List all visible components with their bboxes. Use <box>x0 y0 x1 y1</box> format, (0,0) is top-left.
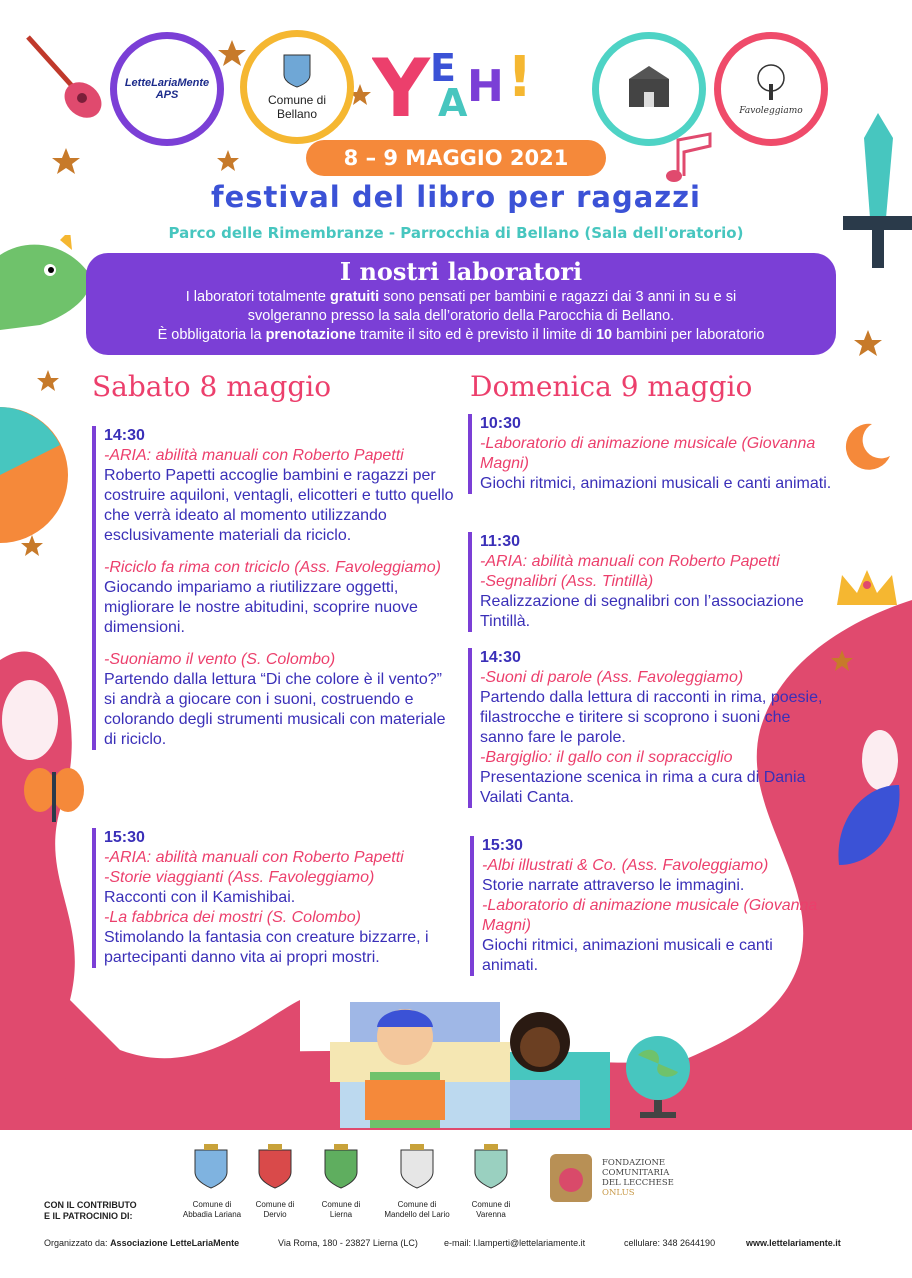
time-label: 15:30 <box>104 829 145 846</box>
activity-description: Realizzazione di segnalibri con l’associazione Tintillà. <box>480 593 804 630</box>
activity-description: Roberto Papetti accoglie bambini e ragazzi per costruire aquiloni, ventagli, elicotteri e tutto quello che verrà ideato al momento utilizzando esclusivamente materiali da riciclo. <box>104 467 454 544</box>
yeah-brand-logo <box>372 26 542 141</box>
fondazione-logo-icon <box>548 1152 594 1204</box>
event-date-badge: 8 – 9 MAGGIO 2021 <box>306 140 606 176</box>
brand-letter-exclaim: ! <box>507 45 533 110</box>
labs-line-1: I laboratori totalmente gratuiti sono pensati per bambini e ragazzi dai 3 anni in su e si <box>185 289 737 305</box>
activity-title: -Albi illustrati & Co. (Ass. Favoleggiamo) <box>482 857 769 874</box>
activity-description: Storie narrate attraverso le immagini. <box>482 877 745 894</box>
activity-description: Giochi ritmici, animazioni musicali e canti animati. <box>482 937 773 974</box>
activity-title: -ARIA: abilità manuali con Roberto Papetti <box>480 553 780 570</box>
sunday-block-1530 <box>470 836 832 976</box>
organizer-info: Organizzato da: Associazione LetteLariaMente <box>44 1238 240 1248</box>
activity-title: -Segnalibri (Ass. Tintillà) <box>480 573 654 590</box>
saturday-title: Sabato 8 maggio <box>92 370 332 403</box>
activity-description: Giochi ritmici, animazioni musicali e canti animati. <box>480 475 832 492</box>
activity-title: -ARIA: abilità manuali con Roberto Papetti <box>104 849 404 866</box>
kids-reading-illustration <box>330 992 620 1128</box>
brand-letter-h: H <box>467 61 504 112</box>
saturday-block-1530 <box>92 828 454 968</box>
varenna-crest-icon <box>472 1144 510 1190</box>
tree-icon <box>751 62 791 102</box>
activity-description: Giocando impariamo a riutilizzare oggetti, migliorare le nostre abitudini, scoprire nuove dimensioni. <box>104 579 418 636</box>
phone-number: cellulare: 348 2644190 <box>624 1238 716 1248</box>
activity-title: -ARIA: abilità manuali con Roberto Papetti <box>104 447 404 464</box>
municipality-dervio: Comune di Dervio <box>255 1200 295 1219</box>
time-label: 14:30 <box>104 427 145 444</box>
favoleggiamo-label: Favoleggiamo <box>739 106 803 116</box>
mandello-crest-icon <box>398 1144 436 1190</box>
activity-description: Partendo dalla lettura “Di che colore è il vento?” si andrà a giocare con i suoni, costruendo e colorando degli strumenti musicali con materiale di riciclo. <box>104 671 446 748</box>
address: Via Roma, 180 - 23827 Lierna (LC) <box>278 1238 418 1248</box>
time-label: 14:30 <box>480 649 521 666</box>
abbadia-crest-icon <box>192 1144 230 1190</box>
activity-title: -Laboratorio di animazione musicale (Giovanna Magni) <box>482 897 818 934</box>
activity-title: -Storie viaggianti (Ass. Favoleggiamo) <box>104 869 375 886</box>
contribution-label: CON IL CONTRIBUTO E IL PATROCINIO DI: <box>44 1200 137 1221</box>
festival-location: Parco delle Rimembranze - Parrocchia di Bellano (Sala dell'oratorio) <box>168 224 744 242</box>
sunday-block-1030 <box>468 414 832 494</box>
time-label: 15:30 <box>482 837 523 854</box>
parrocchia-logo <box>592 32 706 146</box>
activity-title: -La fabbrica dei mostri (S. Colombo) <box>104 909 361 926</box>
sunday-block-1430 <box>468 648 832 808</box>
municipality-lierna: Comune di Lierna <box>321 1200 361 1219</box>
saturday-block-1430 <box>92 426 454 750</box>
activity-description: Racconti con il Kamishibai. <box>104 889 296 906</box>
brand-letter-y: Y <box>372 42 430 135</box>
comune-bellano-logo <box>240 30 354 144</box>
bellano-crest-icon <box>282 53 312 89</box>
website-link[interactable]: www.lettelariamente.it <box>746 1238 841 1248</box>
festival-title: festival del libro per ragazzi <box>210 180 701 214</box>
favoleggiamo-logo <box>714 32 828 146</box>
labs-line-3: È obbligatoria la prenotazione tramite il sito ed è previsto il limite di 10 bambini per laboratorio <box>157 327 765 343</box>
activity-description: Stimolando la fantasia con creature bizzarre, i partecipanti danno vita ai propri mostri. <box>104 929 429 966</box>
lettelariamente-logo: LetteLariaMente APS <box>110 32 224 146</box>
sunday-title: Domenica 9 maggio <box>470 370 753 403</box>
email-link[interactable]: e-mail: l.lamperti@lettelariamente.it <box>444 1238 586 1248</box>
lierna-crest-icon <box>322 1144 360 1190</box>
activity-description: Partendo dalla lettura di racconti in rima, poesie, filastrocche e tiritere si scoprono i suoni che sanno fare le parole. <box>480 689 823 746</box>
activity-title: -Suoniamo il vento (S. Colombo) <box>104 651 336 668</box>
activity-description: Presentazione scenica in rima a cura di Dania Vailati Canta. <box>480 769 806 806</box>
dervio-crest-icon <box>256 1144 294 1190</box>
municipality-abbadia: Comune di Abbadia Lariana <box>182 1200 242 1219</box>
brand-letter-a: A <box>438 81 468 125</box>
labs-title: I nostri laboratori <box>339 257 583 286</box>
bellano-label-2: Bellano <box>276 107 318 121</box>
activity-title: -Bargiglio: il gallo con il sopracciglio <box>480 749 733 766</box>
labs-line-2: svolgeranno presso la sala dell’oratorio della Parocchia di Bellano. <box>247 308 675 324</box>
labs-info-box <box>86 253 836 355</box>
sunday-block-1130 <box>468 532 832 632</box>
activity-title: -Riciclo fa rima con triciclo (Ass. Favoleggiamo) <box>104 559 441 576</box>
bellano-label-1: Comune di <box>267 93 327 107</box>
activity-title: -Laboratorio di animazione musicale (Giovanna Magni) <box>480 435 816 472</box>
time-label: 11:30 <box>480 533 521 550</box>
municipality-varenna: Comune di Varenna <box>471 1200 511 1219</box>
globe-icon <box>618 1030 698 1120</box>
time-label: 10:30 <box>480 415 521 432</box>
church-icon <box>614 64 684 114</box>
brand-letter-e: E <box>430 46 456 90</box>
municipality-mandello: Comune di Mandello del Lario <box>384 1200 450 1219</box>
activity-title: -Suoni di parole (Ass. Favoleggiamo) <box>480 669 744 686</box>
labs-description <box>86 288 836 345</box>
fondazione-label: FONDAZIONE COMUNITARIA DEL LECCHESE ONLUS <box>602 1158 674 1198</box>
